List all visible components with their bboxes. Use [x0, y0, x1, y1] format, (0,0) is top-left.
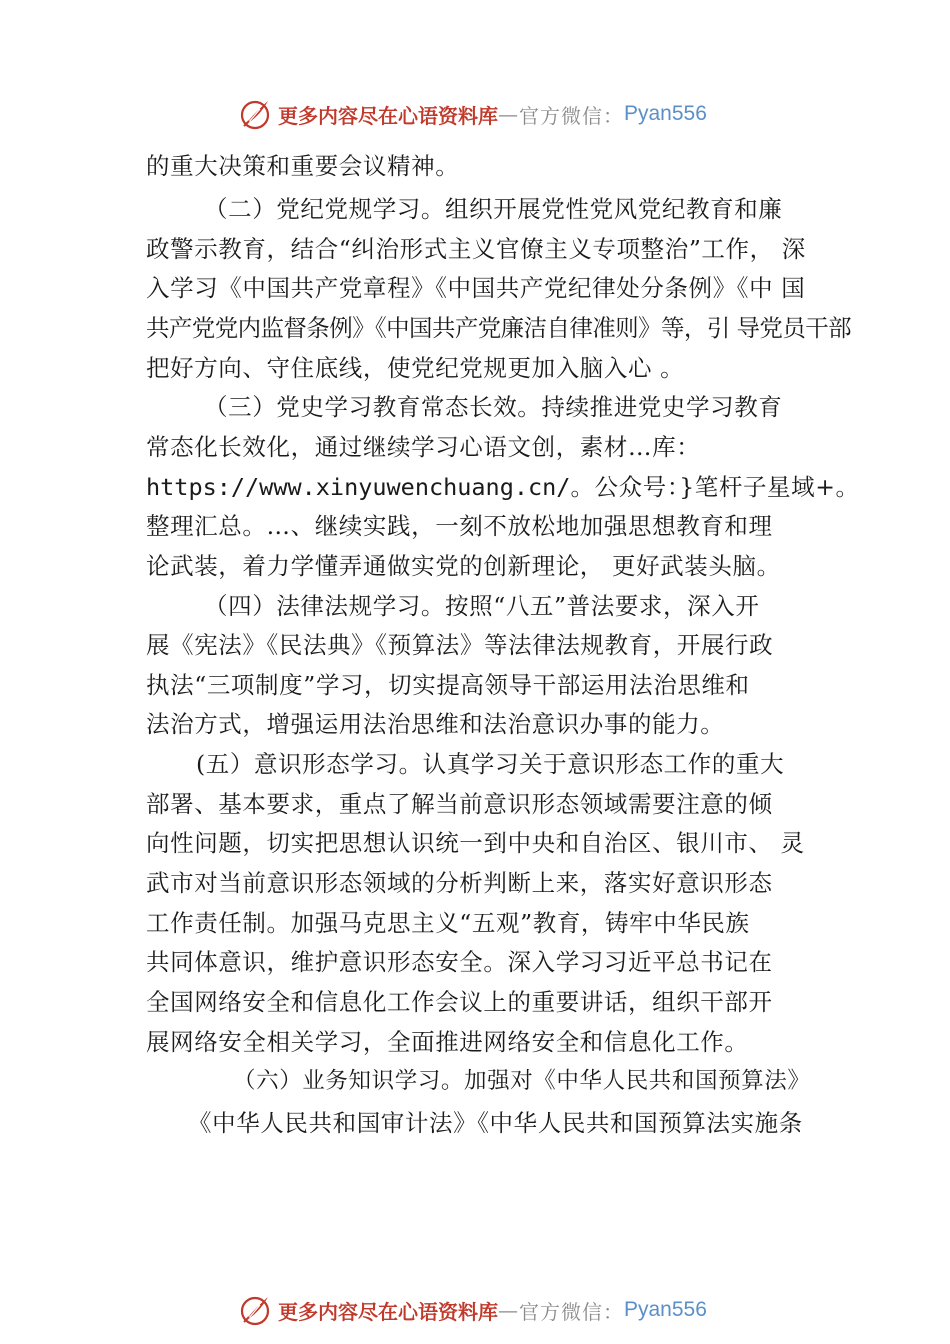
- footer-dash: —: [498, 1298, 519, 1322]
- text-line-16: (五）意识形态学习。认真学习关于意识形态工作的重大: [196, 750, 785, 778]
- footer-wechat-id: Pyan556: [624, 1298, 707, 1321]
- header-site-text: 更多内容尽在心语资料库: [278, 103, 498, 128]
- text-line-2: （二）党纪党规学习。组织开展党性党风党纪教育和廉: [204, 195, 783, 223]
- footer-wechat-label: 官方微信：: [519, 1299, 624, 1324]
- text-line-22: 全国网络安全和信息化工作会议上的重要讲话，组织干部开: [146, 988, 773, 1016]
- text-line-4: 入学习《中国共产党章程》《中国共产党纪律处分条例》《中 国: [146, 274, 806, 302]
- text-line-3: 政警示教育，结合“纠治形式主义官僚主义专项整治”工作， 深: [146, 235, 806, 263]
- footer-banner: [238, 1290, 707, 1330]
- header-wechat-id: Pyan556: [624, 102, 707, 125]
- footer-site-text: 更多内容尽在心语资料库: [278, 1299, 498, 1324]
- header-banner: [238, 94, 707, 134]
- text-line-21: 共同体意识，维护意识形态安全。深入学习习近平总书记在: [146, 948, 773, 976]
- quill-logo-icon: [238, 96, 274, 132]
- website-url: https://www.xinyuwenchuang.cn/: [146, 473, 571, 501]
- text-line-24: （六）业务知识学习。加强对《中华人民共和国预算法》: [233, 1068, 811, 1094]
- header-dash: —: [498, 102, 519, 126]
- text-line-12: （四）法律法规学习。按照“八五”普法要求，深入开: [204, 592, 760, 620]
- text-line-25: 《中华人民共和国审计法》《中华人民共和国预算法实施条: [188, 1109, 803, 1137]
- text-line-13: 展《宪法》《民法典》《预算法》等法律法规教育，开展行政: [146, 631, 774, 659]
- text-line-14: 执法“三项制度”学习，切实提高领导干部运用法治思维和: [146, 671, 750, 699]
- text-line-19: 武市对当前意识形态领域的分析判断上来，落实好意识形态: [146, 869, 773, 897]
- text-line-11: 论武装，着力学懂弄通做实党的创新理论， 更好武装头脑。: [146, 552, 781, 580]
- text-line-20: 工作责任制。加强马克思主义“五观”教育，铸牢中华民族: [146, 909, 750, 937]
- text-line-8: 常态化长效化，通过继续学习心语文创，素材…库：: [146, 433, 701, 461]
- text-line-6: 把好方向、守住底线，使党纪党规更加入脑入心 。: [146, 354, 685, 382]
- text-line-1: 的重大决策和重要会议精神。: [146, 152, 460, 180]
- text-line-15: 法治方式，增强运用法治思维和法治意识办事的能力。: [146, 710, 725, 738]
- text-line-9: [146, 472, 860, 502]
- text-line-7: （三）党史学习教育常态长效。持续推进党史学习教育: [204, 393, 783, 421]
- quill-logo-icon: [238, 1292, 274, 1328]
- text-line-10: 整理汇总。…、继续实践，一刻不放松地加强思想教育和理: [146, 512, 773, 540]
- text-line-23: 展网络安全相关学习，全面推进网络安全和信息化工作。: [146, 1028, 749, 1056]
- text-line-5: 共产党党内监督条例》《中国共产党廉洁自律准则》等，引 导党员干部: [146, 314, 852, 342]
- text-line-17: 部署、基本要求，重点了解当前意识形态领域需要注意的倾: [146, 790, 773, 818]
- header-wechat-label: 官方微信：: [519, 103, 624, 128]
- wechat-public-account-text: 。公众号：}笔杆子星域+。: [570, 473, 860, 501]
- text-line-18: 向性问题，切实把思想认识统一到中央和自治区、银川市、 灵: [146, 829, 805, 857]
